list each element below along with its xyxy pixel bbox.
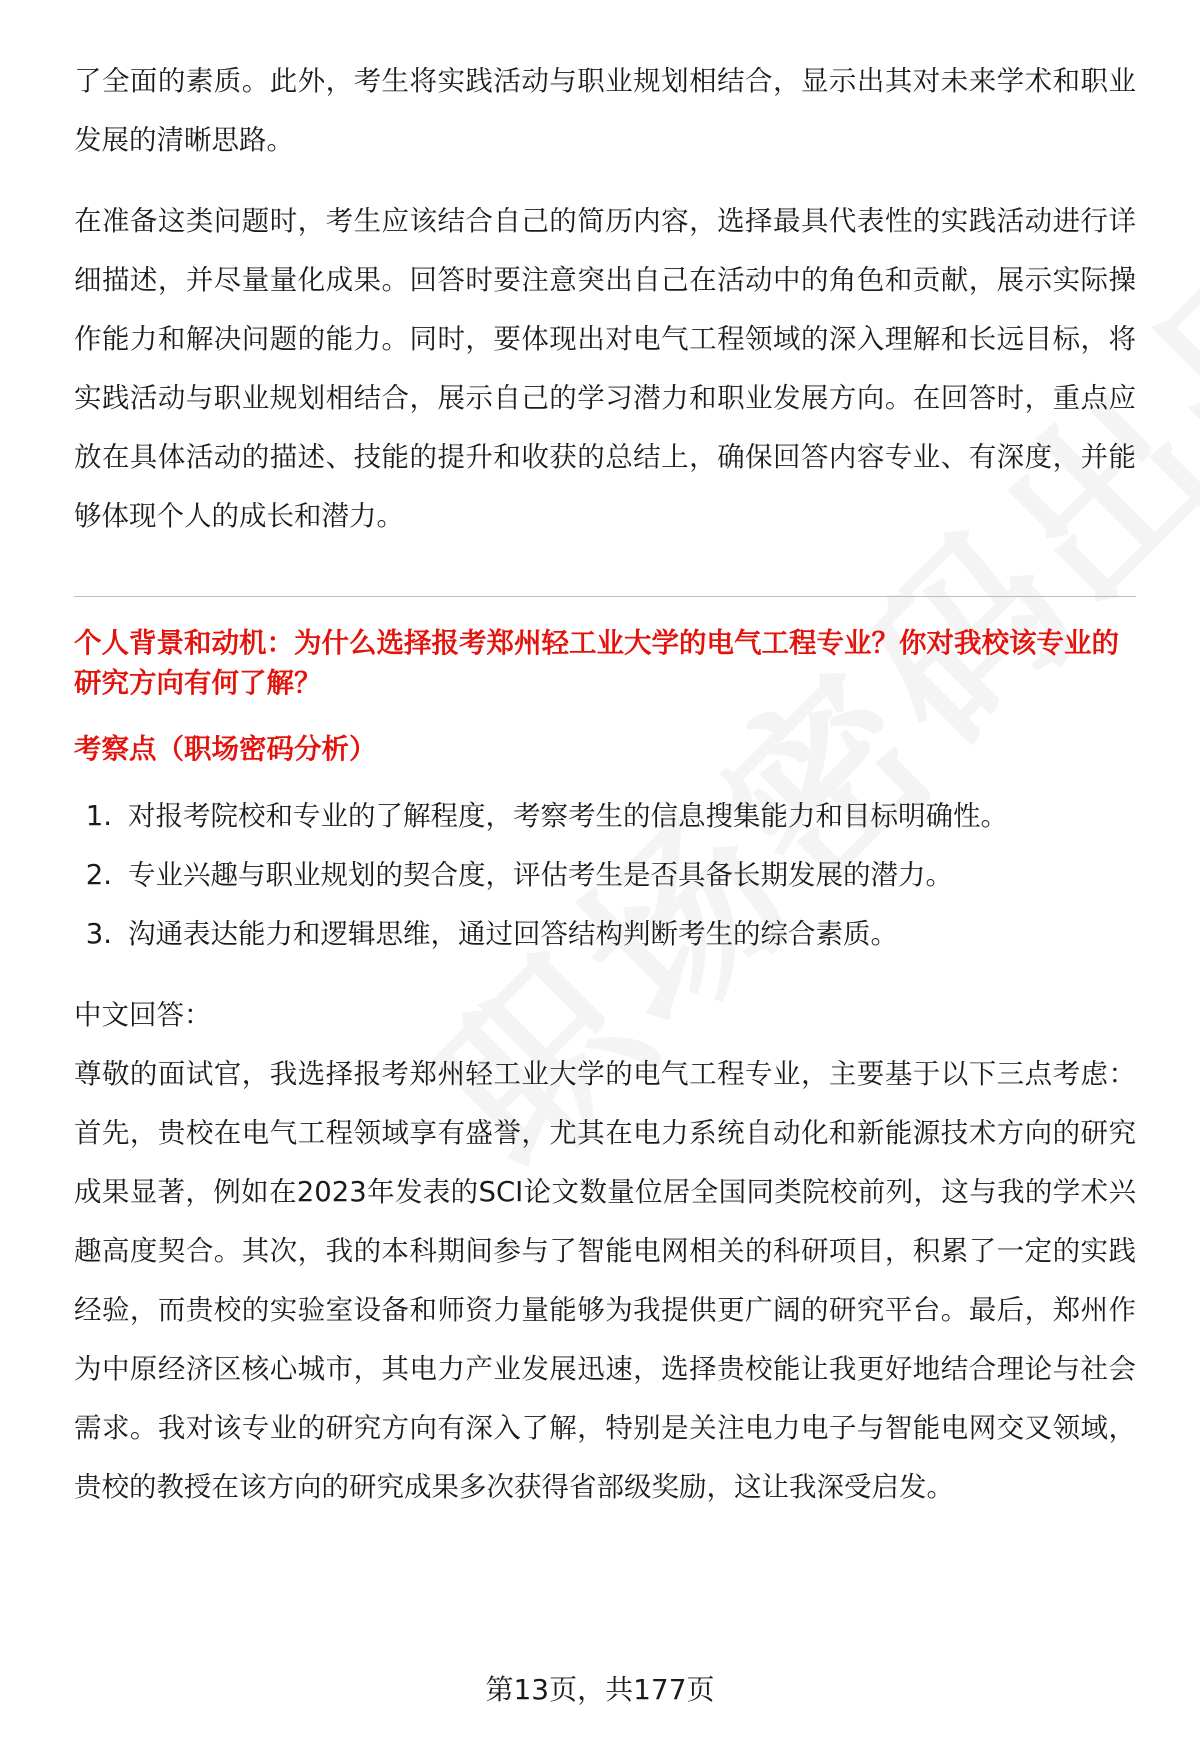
list-item <box>74 905 1136 964</box>
list-number: 1. <box>85 800 112 832</box>
list-item <box>74 787 1136 846</box>
answer-label: 中文回答： <box>74 999 212 1031</box>
list-item-text: 专业兴趣与职业规划的契合度，评估考生是否具备长期发展的潜力。 <box>128 859 953 891</box>
answer-text: 尊敬的面试官，我选择报考郑州轻工业大学的电气工程专业，主要基于以下三点考虑：首先，贵校在电气工程领域享有盛誉，尤其在电力系统自动化和新能源技术方向的研究成果显著，例如在2023年发表的SCI论文数量位居全国同类院校前列，这与我的学术兴趣高度契合。其次，我的本科期间参与了智能电网相关的科研项目，积累了一定的实践经验，而贵校的实验室设备和师资力量能够为我提供更广阔的研究平台。最后，郑州作为中原经济区核心城市，其电力产业发展迅速，选择贵校能让我更好地结合理论与社会需求。我对该专业的研究方向有深入了解，特别是关注电力电子与智能电网交叉领域，贵校的教授在该方向的研究成果多次获得省部级奖励，这让我深受启发。 <box>74 1058 1136 1503</box>
list-item-text: 对报考院校和专业的了解程度，考察考生的信息搜集能力和目标明确性。 <box>128 800 1008 832</box>
list-item-text: 沟通表达能力和逻辑思维，通过回答结构判断考生的综合素质。 <box>128 918 898 950</box>
question-title: 个人背景和动机：为什么选择报考郑州轻工业大学的电气工程专业？你对我校该专业的研究方向有何了解？ <box>74 627 1119 699</box>
list-item <box>74 846 1136 905</box>
page-content <box>74 52 1136 1517</box>
assessment-points-list <box>74 787 1136 964</box>
page-number: 第13页，共177页 <box>485 1673 715 1706</box>
list-number: 2. <box>85 859 112 891</box>
section-divider <box>74 596 1136 597</box>
question-subtitle: 考察点（职场密码分析） <box>74 733 377 765</box>
list-number: 3. <box>85 918 112 950</box>
paragraph-preparation-advice: 在准备这类问题时，考生应该结合自己的简历内容，选择最具代表性的实践活动进行详细描述，并尽量量化成果。回答时要注意突出自己在活动中的角色和贡献，展示实际操作能力和解决问题的能力。同时，要体现出对电气工程领域的深入理解和长远目标，将实践活动与职业规划相结合，展示自己的学习潜力和职业发展方向。在回答时，重点应放在具体活动的描述、技能的提升和收获的总结上，确保回答内容专业、有深度，并能够体现个人的成长和潜力。 <box>74 205 1136 532</box>
paragraph-continued: 了全面的素质。此外，考生将实践活动与职业规划相结合，显示出其对未来学术和职业发展的清晰思路。 <box>74 65 1136 156</box>
